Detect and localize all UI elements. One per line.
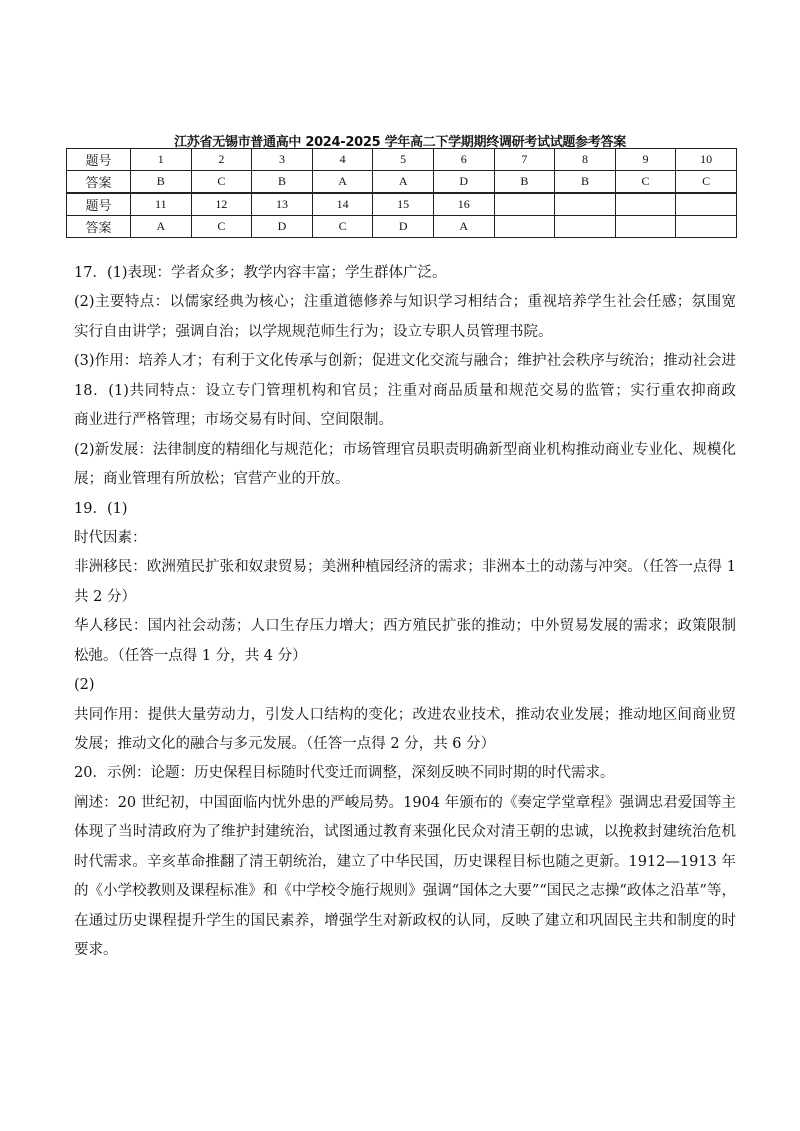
table-cell: A: [312, 171, 373, 194]
row-header: 答案: [67, 171, 131, 194]
table-cell: 10: [676, 149, 737, 171]
text-line: 发展；推动文化的融合与多元发展。（任答一点得 2 分，共 6 分）: [74, 736, 496, 752]
text-line: 20．示例：论题：历史保程目标随时代变迁而调整，深刻反映不同时期的时代需求。: [74, 765, 615, 782]
text-line: 的《小学校教则及课程标准》和《中学校令施行规则》强调“国体之大要”“国民之志操“政体之沿革”等，: [74, 883, 736, 900]
table-cell: C: [191, 216, 252, 238]
table-row: [67, 149, 737, 171]
table-cell: [555, 193, 616, 216]
text-line: 非洲移民：欧洲殖民扩张和奴隶贸易；美洲种植园经济的需求；非洲本土的动荡与冲突。（任答一点得 1: [74, 559, 736, 576]
table-cell: A: [131, 216, 192, 238]
table-cell: A: [433, 216, 494, 238]
text-line: (2)新发展：法律制度的精细化与规范化；市场管理官员职责明确新型商业机构推动商业专业化、规模化: [74, 441, 736, 458]
table-cell: D: [252, 216, 313, 238]
table-cell: B: [555, 171, 616, 194]
table-cell: B: [131, 171, 192, 194]
text-line: 时代因素：: [74, 529, 147, 546]
text-line: 商业进行严格管理；市场交易有时间、空间限制。: [74, 412, 393, 429]
table-cell: 2: [191, 149, 252, 171]
table-cell: 7: [494, 149, 555, 171]
text-line: (2): [74, 677, 95, 694]
table-cell: C: [676, 171, 737, 194]
table-cell: [494, 193, 555, 216]
text-line: 展；商业管理有所放松；官营产业的开放。: [74, 471, 350, 488]
table-cell: C: [191, 171, 252, 194]
table-cell: [555, 216, 616, 238]
row-header: 答案: [67, 216, 131, 238]
text-line: 要求。: [74, 942, 118, 959]
answer-body: [74, 259, 736, 966]
table-cell: B: [494, 171, 555, 194]
table-cell: 11: [131, 193, 192, 216]
table-row: [67, 193, 737, 216]
table-cell: 9: [615, 149, 676, 171]
text-line: 实行自由讲学；强调自治；以学规规范师生行为；设立专职人员管理书院。: [74, 323, 553, 340]
text-line: 华人移民：国内社会动荡；人口生存压力增大；西方殖民扩张的推动；中外贸易发展的需求；政策限制: [74, 618, 736, 635]
table-cell: 16: [433, 193, 494, 216]
row-header: 题号: [67, 193, 131, 216]
text-line: 松弛。（任答一点得 1 分，共 4 分）: [74, 647, 307, 664]
table-cell: 1: [131, 149, 192, 171]
text-line: 共 2 分）: [74, 588, 136, 605]
table-cell: 13: [252, 193, 313, 216]
table-cell: [676, 216, 737, 238]
table-cell: C: [615, 171, 676, 194]
table-cell: C: [312, 216, 373, 238]
table-cell: D: [373, 216, 434, 238]
text-line: (2)主要特点：以儒家经典为核心；注重道德修养与知识学习相结合；重视培养学生社会任感；氛围宽: [74, 294, 736, 311]
table-cell: 6: [433, 149, 494, 171]
text-line: 体现了当时清政府为了维护封建统治，试图通过教育来强化民众对清王朝的忠诚，以挽救封建统治危机: [74, 824, 736, 841]
table-cell: D: [433, 171, 494, 194]
table-cell: 12: [191, 193, 252, 216]
table-cell: [494, 216, 555, 238]
text-line: 18．(1)共同特点：设立专门管理机构和官员；注重对商品质量和规范交易的监管；实行重农抑商政: [74, 382, 736, 399]
table-row: [67, 171, 737, 194]
table-cell: 14: [312, 193, 373, 216]
table-cell: A: [373, 171, 434, 194]
table-cell: 8: [555, 149, 616, 171]
table-cell: 15: [373, 193, 434, 216]
table-cell: 4: [312, 149, 373, 171]
table-cell: B: [252, 171, 313, 194]
table-cell: 5: [373, 149, 434, 171]
answer-table: [66, 148, 737, 238]
text-line: 阐述：20 世纪初，中国面临内忧外患的严峻局势。1904 年颁布的《奏定学堂章程》强调忠君爱国等主: [74, 794, 736, 811]
text-line: (3)作用：培养人才；有利于文化传承与创新；促进文化交流与融合；维护社会秩序与统治；推动社会进: [74, 353, 736, 370]
text-line: 19．(1): [74, 500, 128, 517]
table-cell: [615, 193, 676, 216]
text-line: 17．(1)表现：学者众多；教学内容丰富；学生群体广泛。: [74, 265, 447, 281]
table-cell: 3: [252, 149, 313, 171]
table-cell: [676, 193, 737, 216]
text-line: 共同作用：提供大量劳动力，引发人口结构的变化；改进农业技术，推动农业发展；推动地区间商业贸: [74, 706, 736, 723]
document-title: 江苏省无锡市普通高中 2024-2025 学年高二下学期期终调研考试试题参考答案: [174, 135, 626, 150]
row-header: 题号: [67, 149, 131, 171]
text-line: 时代需求。辛亥革命推翻了清王朝统治，建立了中华民国，历史课程目标也随之更新。1912—1913 年: [74, 853, 736, 870]
table-cell: [615, 216, 676, 238]
table-row: [67, 216, 737, 238]
text-line: 在通过历史课程提升学生的国民素养，增强学生对新政权的认同，反映了建立和巩固民主共和制度的时: [74, 912, 736, 929]
